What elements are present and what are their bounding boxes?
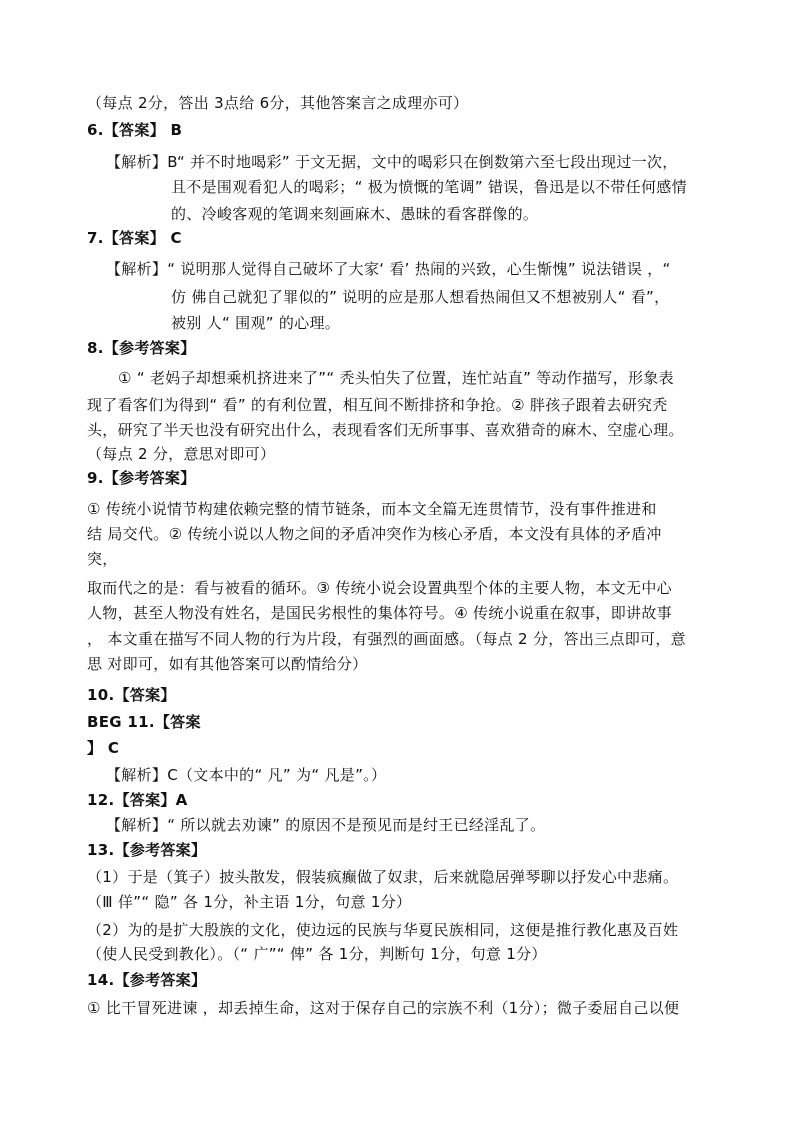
q8-scoring-note: （每点 2 分，意思对即可） — [87, 445, 276, 463]
q9-answer-line-6: ， 本文重在描写不同人物的行为片段，有强烈的画面感。（每点 2 分，答出三点即可，意 — [87, 630, 686, 648]
q14-answer-line-1: ① 比干冒死进谏 ，却丢掉生命，这对于保存自己的宗族不利（1分）；微子委屈自己以便 — [87, 999, 680, 1017]
q8-answer-line-3: 头，研究了半天也没有研究出什么，表现看客们无所事事、喜欢猎奇的麻木、空虚心理。 — [87, 421, 684, 439]
q11-answer-value: 】 C — [87, 739, 120, 757]
q12-answer-heading: 12.【答案】A — [87, 791, 188, 809]
q13-answer-heading: 13.【参考答案】 — [87, 841, 207, 859]
q13-answer-line-1: （1）于是（箕子）披头散发，假装疯癫做了奴隶，后来就隐居弹琴聊以抒发心中悲痛。 — [87, 868, 679, 886]
q10-answer-heading: 10.【答案】 — [87, 686, 176, 704]
q8-answer-heading: 8.【参考答案】 — [87, 339, 196, 357]
q9-answer-line-1: ① 传统小说情节构建依赖完整的情节链条，而本文全篇无连贯情节，没有事件推进和 — [87, 500, 657, 518]
q13-answer-line-3: （使人民受到教化）。（“ 广”“ 俾” 各 1分，判断句 1分，句意 1分） — [87, 945, 547, 963]
q6-analysis-line-3: 的、冷峻客观的笔调来刻画麻木、愚昧的看客群像的。 — [171, 205, 539, 223]
q9-answer-line-5: 人物，甚至人物没有姓名，是国民劣根性的集体符号。④ 传统小说重在叙事，即讲故事 — [87, 604, 672, 622]
q8-answer-line-1: ① “ 老妈子却想乘机挤进来了”“ 秃头怕失了位置，连忙站直” 等动作描写，形象表 — [118, 369, 674, 387]
q8-answer-line-2: 现了看客们为得到“ 看” 的有利位置，相互间不断排挤和争抢。② 胖孩子跟着去研究秃 — [87, 396, 668, 414]
q13-scoring-note-1: （Ⅲ 佯”“ 隐” 各 1分，补主语 1分，句意 1分） — [87, 893, 412, 911]
q9-answer-heading: 9.【参考答案】 — [87, 469, 196, 487]
q7-analysis-line-2: 仿 佛自己就犯了罪似的” 说明的应是那人想看热闹但又不想被别人“ 看”， — [171, 288, 670, 306]
q13-answer-line-2: （2）为的是扩大殷族的文化，使边远的民族与华夏民族相同，这便是推行教化惠及百姓 — [87, 921, 679, 939]
q9-answer-line-4: 取而代之的是：看与被看的循环。③ 传统小说会设置典型个体的主要人物，本文无中心 — [87, 579, 672, 597]
q14-answer-heading: 14.【参考答案】 — [87, 971, 207, 989]
q9-answer-line-3: 突， — [87, 550, 118, 568]
q10-11-answer-line: BEG 11.【答案 — [87, 713, 201, 731]
q12-analysis: 【解析】“ 所以就去劝谏” 的原因不是预见而是纣王已经淫乱了。 — [106, 816, 546, 834]
q6-analysis-line-2: 且不是围观看犯人的喝彩；“ 极为愤慨的笔调” 错误，鲁迅是以不带任何感情 — [171, 178, 687, 196]
scoring-note-5: （每点 2分，答出 3点给 6分，其他答案言之成理亦可） — [87, 94, 469, 112]
q7-answer-heading: 7.【答案】 C — [87, 229, 182, 247]
q9-answer-line-7: 思 对即可，如有其他答案可以酌情给分） — [87, 655, 368, 673]
q7-analysis-line-3: 被别 人“ 围观” 的心理。 — [171, 314, 341, 332]
q6-analysis-line-1: 【解析】B“ 并不时地喝彩” 于文无据，文中的喝彩只在倒数第六至七段出现过一次， — [106, 153, 678, 171]
q7-analysis-line-1: 【解析】“ 说明那人觉得自己破坏了大家‘ 看’ 热闹的兴致，心生惭愧” 说法错误 ，“ — [106, 260, 671, 278]
q11-analysis: 【解析】C（文本中的“ 凡” 为“ 凡是”。） — [106, 766, 387, 784]
q6-answer-heading: 6.【答案】 B — [87, 121, 183, 139]
q9-answer-line-2: 结 局交代。② 传统小说以人物之间的矛盾冲突作为核心矛盾，本文没有具体的矛盾冲 — [87, 525, 662, 543]
